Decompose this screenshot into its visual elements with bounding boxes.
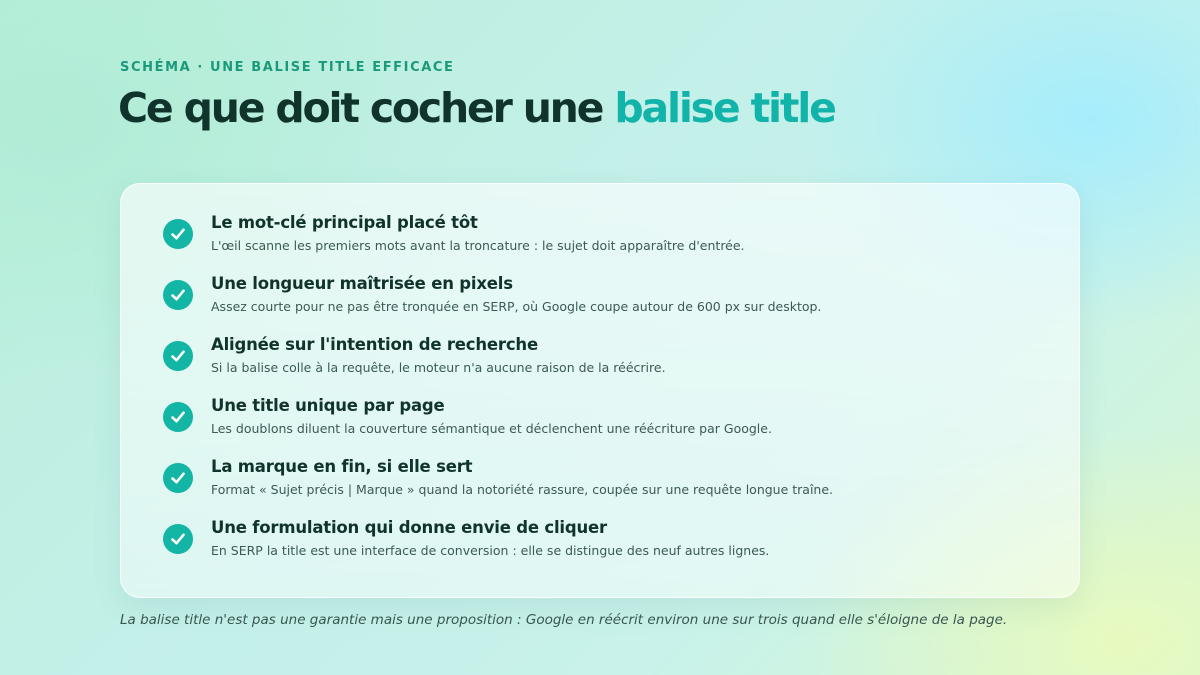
- item-title: Une formulation qui donne envie de cliquer: [211, 518, 607, 537]
- eyebrow-label: SCHÉMA · UNE BALISE TITLE EFFICACE: [120, 60, 455, 75]
- checkmark-icon: [163, 402, 193, 432]
- item-title: Le mot-clé principal placé tôt: [211, 213, 478, 232]
- checklist-item: [163, 396, 1043, 444]
- checkmark-icon: [163, 341, 193, 371]
- title-main: Ce que doit cocher une: [118, 84, 615, 132]
- checklist-item: [163, 518, 1043, 566]
- item-description: Assez courte pour ne pas être tronquée en SERP, où Google coupe autour de 600 px sur desktop.: [211, 299, 822, 314]
- item-description: En SERP la title est une interface de conversion : elle se distingue des neuf autres lignes.: [211, 543, 770, 558]
- item-description: Les doublons diluent la couverture sémantique et déclenchent une réécriture par Google.: [211, 421, 772, 436]
- checklist-card: [120, 183, 1080, 598]
- footnote-caption: La balise title n'est pas une garantie mais une proposition : Google en réécrit environ une sur trois quand elle s'éloigne de la page.: [120, 612, 1008, 628]
- item-description: L'œil scanne les premiers mots avant la troncature : le sujet doit apparaître d'entrée.: [211, 238, 745, 253]
- checklist-item: [163, 335, 1043, 383]
- item-title: Une longueur maîtrisée en pixels: [211, 274, 513, 293]
- checkmark-icon: [163, 280, 193, 310]
- checkmark-icon: [163, 524, 193, 554]
- checklist-item: [163, 274, 1043, 322]
- item-title: La marque en fin, si elle sert: [211, 457, 473, 476]
- checkmark-icon: [163, 219, 193, 249]
- item-title: Une title unique par page: [211, 396, 445, 415]
- checkmark-icon: [163, 463, 193, 493]
- page-title: [118, 84, 835, 132]
- item-title: Alignée sur l'intention de recherche: [211, 335, 538, 354]
- title-accent: balise title: [614, 84, 835, 132]
- item-description: Si la balise colle à la requête, le moteur n'a aucune raison de la réécrire.: [211, 360, 666, 375]
- checklist-item: [163, 213, 1043, 261]
- item-description: Format « Sujet précis | Marque » quand la notoriété rassure, coupée sur une requête longue traîne.: [211, 482, 834, 497]
- checklist-item: [163, 457, 1043, 505]
